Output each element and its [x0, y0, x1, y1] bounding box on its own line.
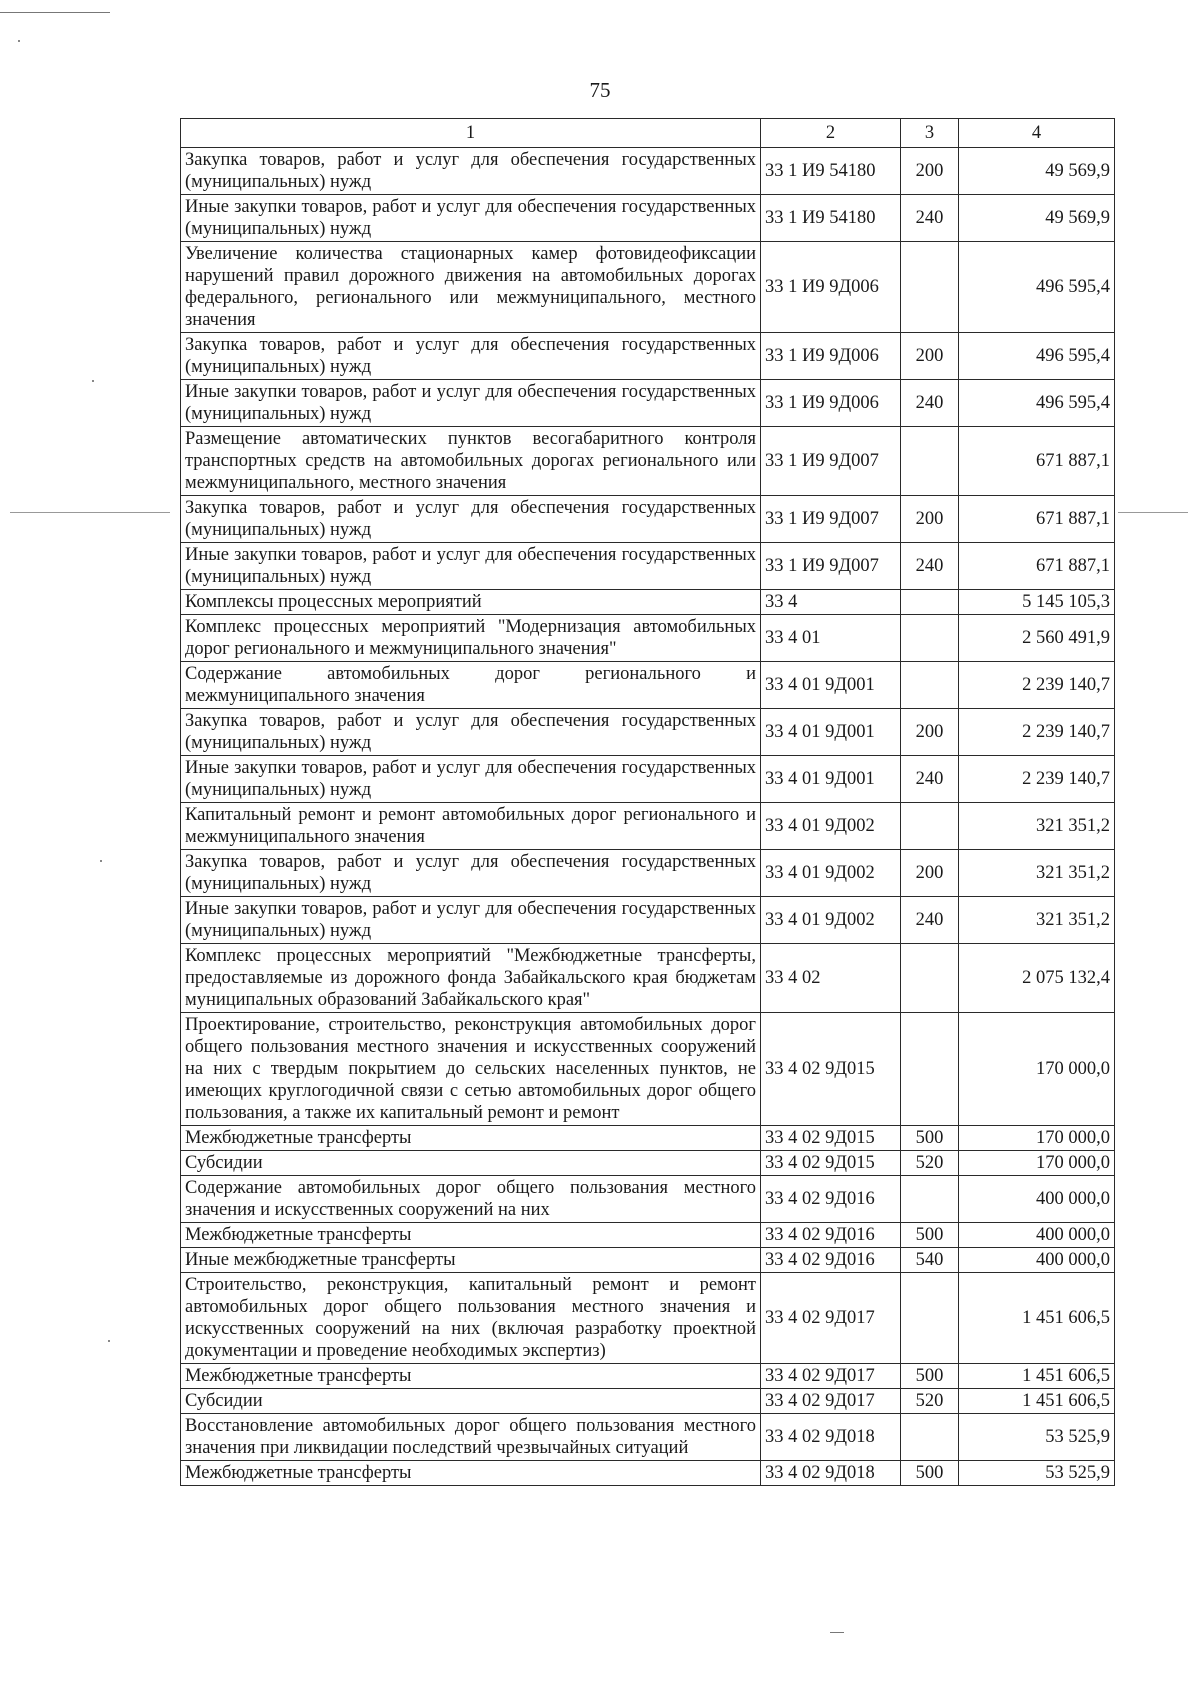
col-header-name: 1 — [181, 119, 761, 148]
row-type — [901, 1176, 959, 1223]
scan-mark — [1118, 512, 1188, 513]
table-row — [181, 242, 1115, 333]
row-amount: 400 000,0 — [959, 1223, 1115, 1248]
row-code: 33 4 01 9Д002 — [761, 803, 901, 850]
row-name: Восстановление автомобильных дорог общего пользования местного значения при ликвидации последствий чрезвычайных ситуаций — [181, 1414, 761, 1461]
scan-dot — [108, 1340, 110, 1342]
row-code: 33 4 02 9Д015 — [761, 1151, 901, 1176]
table-row — [181, 1013, 1115, 1126]
row-code: 33 4 01 9Д002 — [761, 897, 901, 944]
row-type: 540 — [901, 1248, 959, 1273]
row-code: 33 1 И9 9Д007 — [761, 496, 901, 543]
page-number: 75 — [589, 78, 611, 102]
table-body — [181, 148, 1115, 1486]
row-amount: 170 000,0 — [959, 1151, 1115, 1176]
row-name: Иные закупки товаров, работ и услуг для обеспечения государственных (муниципальных) нужд — [181, 195, 761, 242]
budget-table — [180, 118, 1115, 1486]
row-amount: 400 000,0 — [959, 1176, 1115, 1223]
row-name: Субсидии — [181, 1389, 761, 1414]
table-row — [181, 1248, 1115, 1273]
table-row — [181, 709, 1115, 756]
row-type: 500 — [901, 1223, 959, 1248]
row-type — [901, 803, 959, 850]
table-row — [181, 1176, 1115, 1223]
row-type: 240 — [901, 195, 959, 242]
row-code: 33 4 02 9Д017 — [761, 1273, 901, 1364]
table-row — [181, 662, 1115, 709]
row-name: Закупка товаров, работ и услуг для обеспечения государственных (муниципальных) нужд — [181, 850, 761, 897]
row-type — [901, 1273, 959, 1364]
row-type: 200 — [901, 709, 959, 756]
row-amount: 2 239 140,7 — [959, 756, 1115, 803]
row-name: Закупка товаров, работ и услуг для обеспечения государственных (муниципальных) нужд — [181, 333, 761, 380]
scan-dot — [18, 40, 20, 42]
scan-mark — [10, 512, 170, 513]
row-amount: 1 451 606,5 — [959, 1364, 1115, 1389]
row-amount: 496 595,4 — [959, 242, 1115, 333]
row-name: Иные закупки товаров, работ и услуг для обеспечения государственных (муниципальных) нужд — [181, 756, 761, 803]
table-row — [181, 1389, 1115, 1414]
row-type — [901, 1013, 959, 1126]
header-row — [181, 119, 1115, 148]
row-code: 33 1 И9 9Д006 — [761, 380, 901, 427]
table-row — [181, 1151, 1115, 1176]
row-name: Размещение автоматических пунктов весогабаритного контроля транспортных средств на автомобильных дорогах регионального или межмуниципального, местного значения — [181, 427, 761, 496]
row-code: 33 4 02 9Д016 — [761, 1176, 901, 1223]
row-type: 500 — [901, 1461, 959, 1486]
row-amount: 671 887,1 — [959, 496, 1115, 543]
row-name: Иные межбюджетные трансферты — [181, 1248, 761, 1273]
row-code: 33 4 02 9Д015 — [761, 1013, 901, 1126]
row-code: 33 4 02 9Д016 — [761, 1248, 901, 1273]
row-amount: 53 525,9 — [959, 1414, 1115, 1461]
row-code: 33 4 02 9Д015 — [761, 1126, 901, 1151]
row-type: 520 — [901, 1151, 959, 1176]
row-name: Закупка товаров, работ и услуг для обеспечения государственных (муниципальных) нужд — [181, 148, 761, 195]
row-type: 240 — [901, 380, 959, 427]
row-amount: 53 525,9 — [959, 1461, 1115, 1486]
row-amount: 1 451 606,5 — [959, 1273, 1115, 1364]
scan-mark — [830, 1632, 844, 1633]
row-code: 33 1 И9 9Д007 — [761, 427, 901, 496]
row-amount: 671 887,1 — [959, 543, 1115, 590]
row-code: 33 4 02 9Д018 — [761, 1414, 901, 1461]
row-name: Проектирование, строительство, реконструкция автомобильных дорог общего пользования местного значения и искусственных сооружений на них с твердым покрытием до сельских населенных пунктов, не имеющих круглогодичной связи с сетью автомобильных дорог общего пользования, а также их капитальный ремонт и ремонт — [181, 1013, 761, 1126]
scan-mark — [0, 12, 110, 13]
col-header-type: 3 — [901, 119, 959, 148]
table-row — [181, 543, 1115, 590]
row-type — [901, 1414, 959, 1461]
row-type: 200 — [901, 850, 959, 897]
row-type — [901, 944, 959, 1013]
row-type: 240 — [901, 897, 959, 944]
row-name: Увеличение количества стационарных камер фотовидеофиксации нарушений правил дорожного движения на автомобильных дорогах федерального, регионального или межмуниципального, местного значения — [181, 242, 761, 333]
row-code: 33 4 02 9Д016 — [761, 1223, 901, 1248]
row-code: 33 4 01 9Д001 — [761, 756, 901, 803]
table-row — [181, 1414, 1115, 1461]
row-name: Межбюджетные трансферты — [181, 1461, 761, 1486]
row-type: 500 — [901, 1126, 959, 1151]
row-name: Комплекс процессных мероприятий "Модернизация автомобильных дорог регионального и межмуниципального значения" — [181, 615, 761, 662]
row-code: 33 4 01 9Д001 — [761, 662, 901, 709]
row-code: 33 1 И9 9Д007 — [761, 543, 901, 590]
table-row — [181, 756, 1115, 803]
row-name: Содержание автомобильных дорог общего пользования местного значения и искусственных сооружений на них — [181, 1176, 761, 1223]
row-name: Иные закупки товаров, работ и услуг для обеспечения государственных (муниципальных) нужд — [181, 897, 761, 944]
row-code: 33 1 И9 9Д006 — [761, 242, 901, 333]
row-name: Строительство, реконструкция, капитальный ремонт и ремонт автомобильных дорог общего пользования местного значения и искусственных сооружений на них (включая разработку проектной документации и проведение необходимых экспертиз) — [181, 1273, 761, 1364]
table-row — [181, 1461, 1115, 1486]
row-name: Закупка товаров, работ и услуг для обеспечения государственных (муниципальных) нужд — [181, 496, 761, 543]
table-row — [181, 803, 1115, 850]
table-row — [181, 944, 1115, 1013]
row-name: Иные закупки товаров, работ и услуг для обеспечения государственных (муниципальных) нужд — [181, 543, 761, 590]
table-row — [181, 897, 1115, 944]
table-row — [181, 615, 1115, 662]
row-name: Капитальный ремонт и ремонт автомобильных дорог регионального и межмуниципального значения — [181, 803, 761, 850]
row-amount: 2 075 132,4 — [959, 944, 1115, 1013]
table-row — [181, 496, 1115, 543]
row-type — [901, 662, 959, 709]
row-type — [901, 615, 959, 662]
row-type: 200 — [901, 148, 959, 195]
row-type: 200 — [901, 496, 959, 543]
row-code: 33 4 02 9Д017 — [761, 1364, 901, 1389]
table-row — [181, 148, 1115, 195]
row-type: 520 — [901, 1389, 959, 1414]
row-amount: 49 569,9 — [959, 148, 1115, 195]
row-name: Межбюджетные трансферты — [181, 1364, 761, 1389]
table-row — [181, 590, 1115, 615]
row-type — [901, 242, 959, 333]
row-amount: 496 595,4 — [959, 380, 1115, 427]
row-type — [901, 590, 959, 615]
row-amount: 2 239 140,7 — [959, 662, 1115, 709]
row-code: 33 4 01 — [761, 615, 901, 662]
table-row — [181, 427, 1115, 496]
row-amount: 170 000,0 — [959, 1126, 1115, 1151]
row-code: 33 4 01 9Д002 — [761, 850, 901, 897]
col-header-amount: 4 — [959, 119, 1115, 148]
table-row — [181, 850, 1115, 897]
row-amount: 170 000,0 — [959, 1013, 1115, 1126]
row-amount: 321 351,2 — [959, 897, 1115, 944]
table-row — [181, 1126, 1115, 1151]
row-name: Комплекс процессных мероприятий "Межбюджетные трансферты, предоставляемые из дорожного фонда Забайкальского края бюджетам муниципальных образований Забайкальского края" — [181, 944, 761, 1013]
row-amount: 321 351,2 — [959, 803, 1115, 850]
row-name: Межбюджетные трансферты — [181, 1223, 761, 1248]
scan-dot — [92, 380, 94, 382]
row-name: Межбюджетные трансферты — [181, 1126, 761, 1151]
row-code: 33 4 02 9Д018 — [761, 1461, 901, 1486]
table-row — [181, 1223, 1115, 1248]
table-row — [181, 333, 1115, 380]
row-amount: 2 239 140,7 — [959, 709, 1115, 756]
row-code: 33 4 01 9Д001 — [761, 709, 901, 756]
row-name: Комплексы процессных мероприятий — [181, 590, 761, 615]
row-name: Содержание автомобильных дорог регионального и межмуниципального значения — [181, 662, 761, 709]
row-type: 200 — [901, 333, 959, 380]
row-amount: 1 451 606,5 — [959, 1389, 1115, 1414]
row-code: 33 1 И9 9Д006 — [761, 333, 901, 380]
scan-dot — [100, 860, 102, 862]
row-amount: 5 145 105,3 — [959, 590, 1115, 615]
table-row — [181, 195, 1115, 242]
row-amount: 400 000,0 — [959, 1248, 1115, 1273]
row-type — [901, 427, 959, 496]
table-row — [181, 1273, 1115, 1364]
row-amount: 49 569,9 — [959, 195, 1115, 242]
row-type: 240 — [901, 756, 959, 803]
row-amount: 321 351,2 — [959, 850, 1115, 897]
row-amount: 496 595,4 — [959, 333, 1115, 380]
row-amount: 671 887,1 — [959, 427, 1115, 496]
row-name: Субсидии — [181, 1151, 761, 1176]
row-code: 33 4 02 9Д017 — [761, 1389, 901, 1414]
table-row — [181, 1364, 1115, 1389]
row-code: 33 1 И9 54180 — [761, 148, 901, 195]
col-header-code: 2 — [761, 119, 901, 148]
row-code: 33 1 И9 54180 — [761, 195, 901, 242]
row-name: Закупка товаров, работ и услуг для обеспечения государственных (муниципальных) нужд — [181, 709, 761, 756]
row-code: 33 4 — [761, 590, 901, 615]
table-row — [181, 380, 1115, 427]
row-type: 500 — [901, 1364, 959, 1389]
row-code: 33 4 02 — [761, 944, 901, 1013]
row-name: Иные закупки товаров, работ и услуг для обеспечения государственных (муниципальных) нужд — [181, 380, 761, 427]
row-amount: 2 560 491,9 — [959, 615, 1115, 662]
row-type: 240 — [901, 543, 959, 590]
